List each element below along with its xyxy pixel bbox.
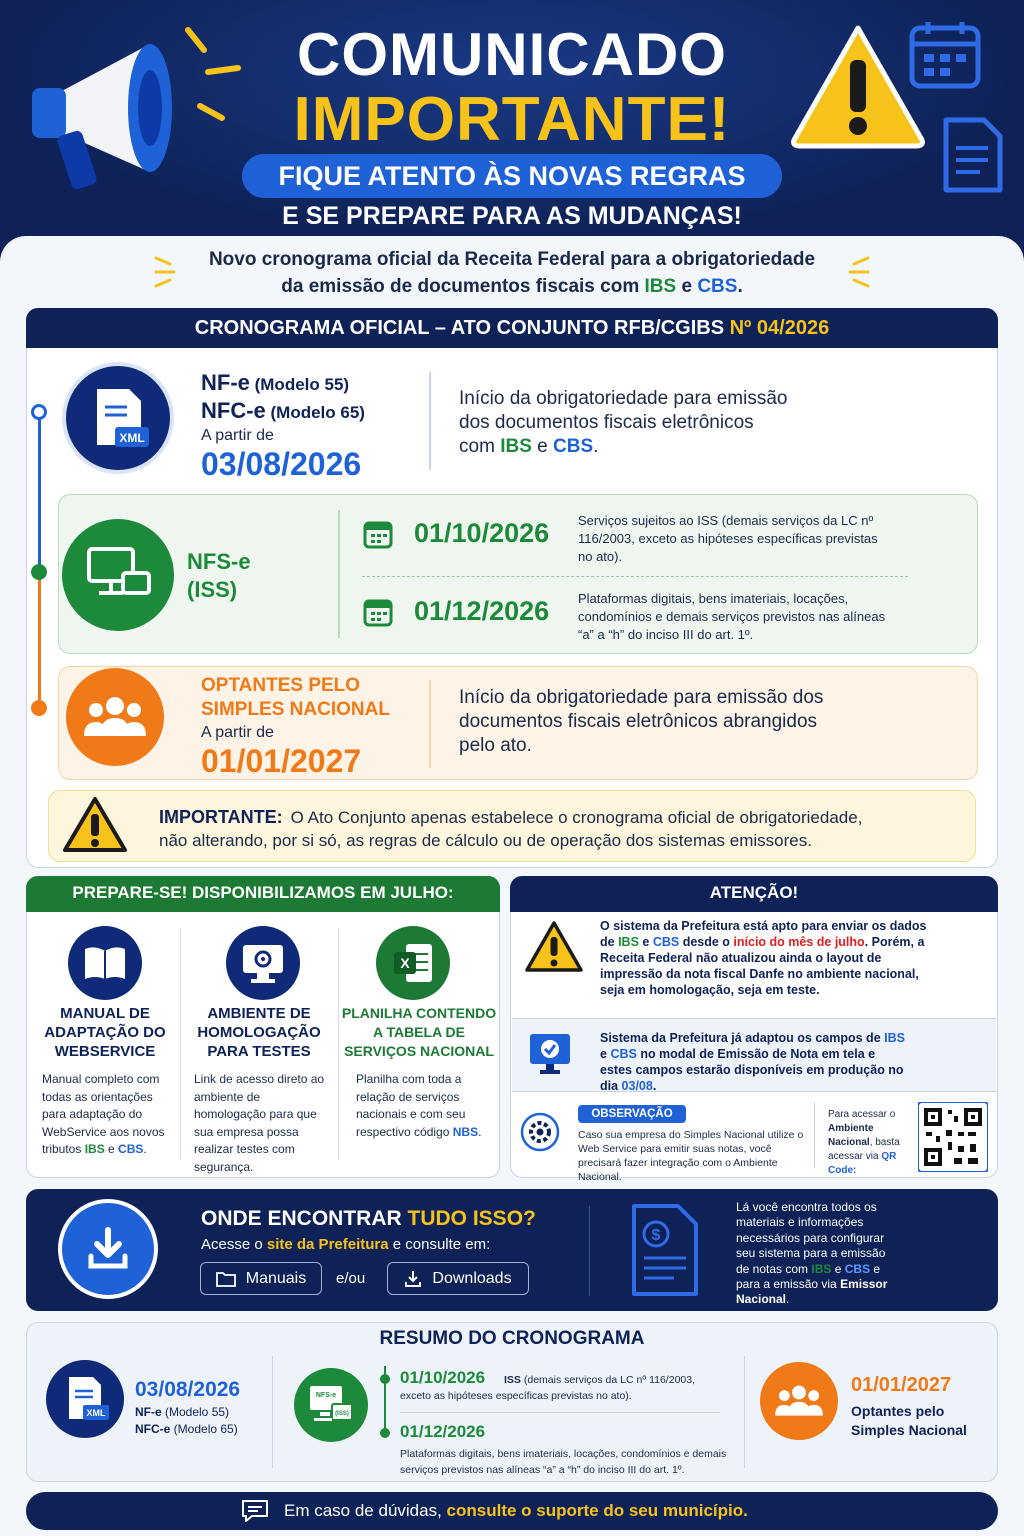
- simples-description: Início da obrigatoriedade para emissão dos documentos fiscais eletrônicos abrangidos pelo ato.: [459, 687, 824, 756]
- support-link[interactable]: consulte o suporte do seu município.: [446, 1501, 748, 1520]
- summary-date-4: 01/01/2027: [851, 1374, 952, 1396]
- observation-badge: OBSERVAÇÃO: [578, 1105, 686, 1123]
- hero-title-line1: COMUNICADO: [297, 21, 727, 88]
- downloads-button[interactable]: Downloads: [387, 1262, 529, 1295]
- timeline-dot-2: [31, 564, 47, 580]
- svg-text:(ISS): (ISS): [335, 1411, 349, 1417]
- nfe-label: NF-e (Modelo 55) NFC-e (Modelo 65): [201, 370, 365, 423]
- monitor-check-icon: [526, 1030, 574, 1078]
- timeline-dot-1: [31, 404, 47, 420]
- intro-text: Novo cronograma oficial da Receita Federal para a obrigatoriedade da emissão de documentos fiscais com IBS e CBS.: [208, 249, 816, 297]
- gear-icon: [520, 1112, 560, 1152]
- nfe-from: A partir de: [201, 427, 274, 444]
- document-icon: [940, 116, 1004, 194]
- prepare-item-2-title: AMBIENTE DE HOMOLOGAÇÃO PARA TESTES: [197, 1005, 321, 1060]
- nfe-description: Início da obrigatoriedade para emissão dos documentos fiscais eletrônicos com IBS e CBS.: [459, 388, 788, 457]
- prepare-item-1-title: MANUAL DE ADAPTAÇÃO DO WEBSERVICE: [44, 1005, 166, 1060]
- nfe-date: 03/08/2026: [201, 446, 362, 482]
- summary-people-icon: [760, 1362, 838, 1440]
- prepare-item-2-desc: Link de acesso direto ao ambiente de homologação para que sua empresa possa realizar testes com segurança.: [194, 1072, 325, 1174]
- observation-divider: [814, 1102, 815, 1168]
- schedule-header: CRONOGRAMA OFICIAL – ATO CONJUNTO RFB/CGIBS Nº 04/2026: [26, 308, 998, 348]
- summary-nfse-separator: [400, 1412, 720, 1413]
- manuals-button[interactable]: Manuais: [200, 1262, 322, 1295]
- nfse-label: NFS-e (ISS): [187, 549, 251, 602]
- hero-subtitle: E SE PREPARE PARA AS MUDANÇAS!: [282, 202, 742, 230]
- simples-divider: [429, 680, 431, 768]
- nfse-dashed-separator: [362, 576, 908, 577]
- warning-small-icon: [62, 796, 128, 854]
- svg-text:XML: XML: [119, 431, 145, 445]
- folder-icon: [216, 1271, 236, 1287]
- nfse-date-2: 01/12/2026: [414, 596, 550, 626]
- prepare-item-3-desc: Planilha com toda a relação de serviços nacionais e com seu respectivo código NBS.: [356, 1072, 482, 1139]
- calendar-green-icon-2: [362, 596, 394, 628]
- attention-block-1: O sistema da Prefeitura está apto para enviar os dados de IBS e CBS desde o início do mês de julho. Porém, a Receita Federal não atualizou ainda o layout de impressão da nota fiscal Danfe no ambiente nacional, seja em homologação, seja em teste.: [600, 919, 927, 997]
- summary-nfse-desc-2: Plataformas digitais, bens imateriais, locações, condomínios e demais serviços previstos nas alíneas “a” a “h” do inciso III do art. 1º.: [400, 1448, 727, 1476]
- timeline-line-orange: [38, 572, 41, 708]
- monitor-gear-icon: [226, 926, 300, 1000]
- summary-nfse-dot-1: [380, 1374, 390, 1384]
- summary-simples-label: Optantes pelo Simples Nacional: [851, 1403, 967, 1438]
- people-icon: [66, 668, 164, 766]
- chat-icon: [240, 1498, 270, 1524]
- or-text: e/ou: [336, 1270, 366, 1287]
- hero-pill: FIQUE ATENTO ÀS NOVAS REGRAS: [242, 154, 782, 198]
- nfse-divider: [338, 510, 340, 638]
- qr-code-icon[interactable]: [918, 1102, 988, 1172]
- summary-nfe-icon: [46, 1360, 124, 1438]
- nfe-divider: [429, 372, 431, 470]
- find-divider: [589, 1206, 590, 1296]
- prepare-divider-1: [180, 928, 181, 1160]
- svg-text:NFS-e: NFS-e: [315, 1392, 337, 1399]
- summary-divider-1: [272, 1356, 273, 1468]
- svg-text:X: X: [400, 955, 410, 971]
- summary-nfse-dot-2: [380, 1428, 390, 1438]
- prepare-divider-2: [338, 928, 339, 1160]
- simples-date: 01/01/2027: [201, 743, 362, 779]
- calendar-icon: [908, 18, 982, 90]
- timeline-dot-3: [31, 700, 47, 716]
- book-icon: [68, 926, 142, 1000]
- qr-instructions: Para acessar o Ambiente Nacional, basta acessar via QR Code:: [828, 1109, 900, 1176]
- find-subtitle: Acesse o site da Prefeitura e consulte em:: [201, 1236, 491, 1253]
- spreadsheet-icon: [376, 926, 450, 1000]
- attention-block-2: Sistema da Prefeitura já adaptou os campos de IBS e CBS no modal de Emissão de Nota em tela e estes campos estarão disponíveis em produção no dia 03/08.: [600, 1031, 905, 1093]
- calendar-green-icon-1: [362, 518, 394, 550]
- find-right-text: Lá você encontra todos os materiais e informações necessários para configurar seu sistema para a emissão de notas com IBS e CBS e para a emissão via Emissor Nacional.: [736, 1200, 888, 1307]
- simples-label: OPTANTES PELO SIMPLES NACIONAL: [201, 675, 390, 720]
- find-title: ONDE ENCONTRAR TUDO ISSO?: [201, 1207, 536, 1230]
- invoice-document-icon: [630, 1202, 700, 1298]
- prepare-item-1-desc: Manual completo com todas as orientações para adaptação do WebService aos novos tributos IBS e CBS.: [42, 1072, 165, 1156]
- summary-date-1: 03/08/2026: [135, 1378, 241, 1401]
- attention-header: ATENÇÃO!: [510, 876, 998, 912]
- summary-date-2: 01/10/2026: [400, 1368, 486, 1387]
- summary-divider-2: [744, 1356, 745, 1468]
- nfse-desc-1: Serviços sujeitos ao ISS (demais serviços da LC nº 116/2003, exceto as hipóteses específicas previstas no ato).: [578, 513, 878, 564]
- summary-nfse-desc-1: ISS (demais serviços da LC nº 116/2003, exceto as hipóteses específicas previstas no ato).: [400, 1374, 696, 1402]
- footer-text: Em caso de dúvidas, consulte o suporte do seu município.: [284, 1501, 748, 1520]
- download-icon: [58, 1199, 158, 1299]
- summary-nfe-label: NF-e (Modelo 55) NFC-e (Modelo 65): [135, 1405, 238, 1436]
- simples-from: A partir de: [201, 724, 274, 741]
- prepare-item-3-title: PLANILHA CONTENDO A TABELA DE SERVIÇOS NACIONAL: [341, 1005, 497, 1059]
- summary-date-3: 01/12/2026: [400, 1422, 486, 1441]
- warning-triangle-icon: [788, 22, 928, 150]
- nfse-date-1: 01/10/2026: [414, 518, 550, 548]
- prepare-header: PREPARE-SE! DISPONIBILIZAMOS EM JULHO:: [26, 876, 500, 912]
- summary-nfse-icon: [294, 1368, 368, 1442]
- summary-title: RESUMO DO CRONOGRAMA: [379, 1328, 645, 1349]
- nfse-desc-2: Plataformas digitais, bens imateriais, locações, condomínios e demais serviços previstos nas alíneas “a” a “h” do inciso III do art. 1º.: [578, 591, 886, 642]
- timeline-line-blue: [38, 412, 41, 572]
- observation-text: Caso sua empresa do Simples Nacional utilize o Web Service para emitir suas notas, você precisará fazer integração com o Ambiente Nacional.: [578, 1129, 804, 1183]
- svg-text:$: $: [651, 1227, 661, 1244]
- nfe-icon: [62, 362, 174, 474]
- important-text: IMPORTANTE: O Ato Conjunto apenas estabelece o cronograma oficial de obrigatoriedade, não alterando, por si só, as regras de cálculo ou de operação dos sistemas emissores.: [159, 807, 863, 850]
- nfse-computer-icon: [62, 519, 174, 631]
- svg-text:XML: XML: [86, 1408, 106, 1418]
- hero-title-line2: IMPORTANTE!: [293, 85, 731, 154]
- attention-warning-icon: [524, 920, 584, 974]
- download-small-icon: [404, 1270, 422, 1288]
